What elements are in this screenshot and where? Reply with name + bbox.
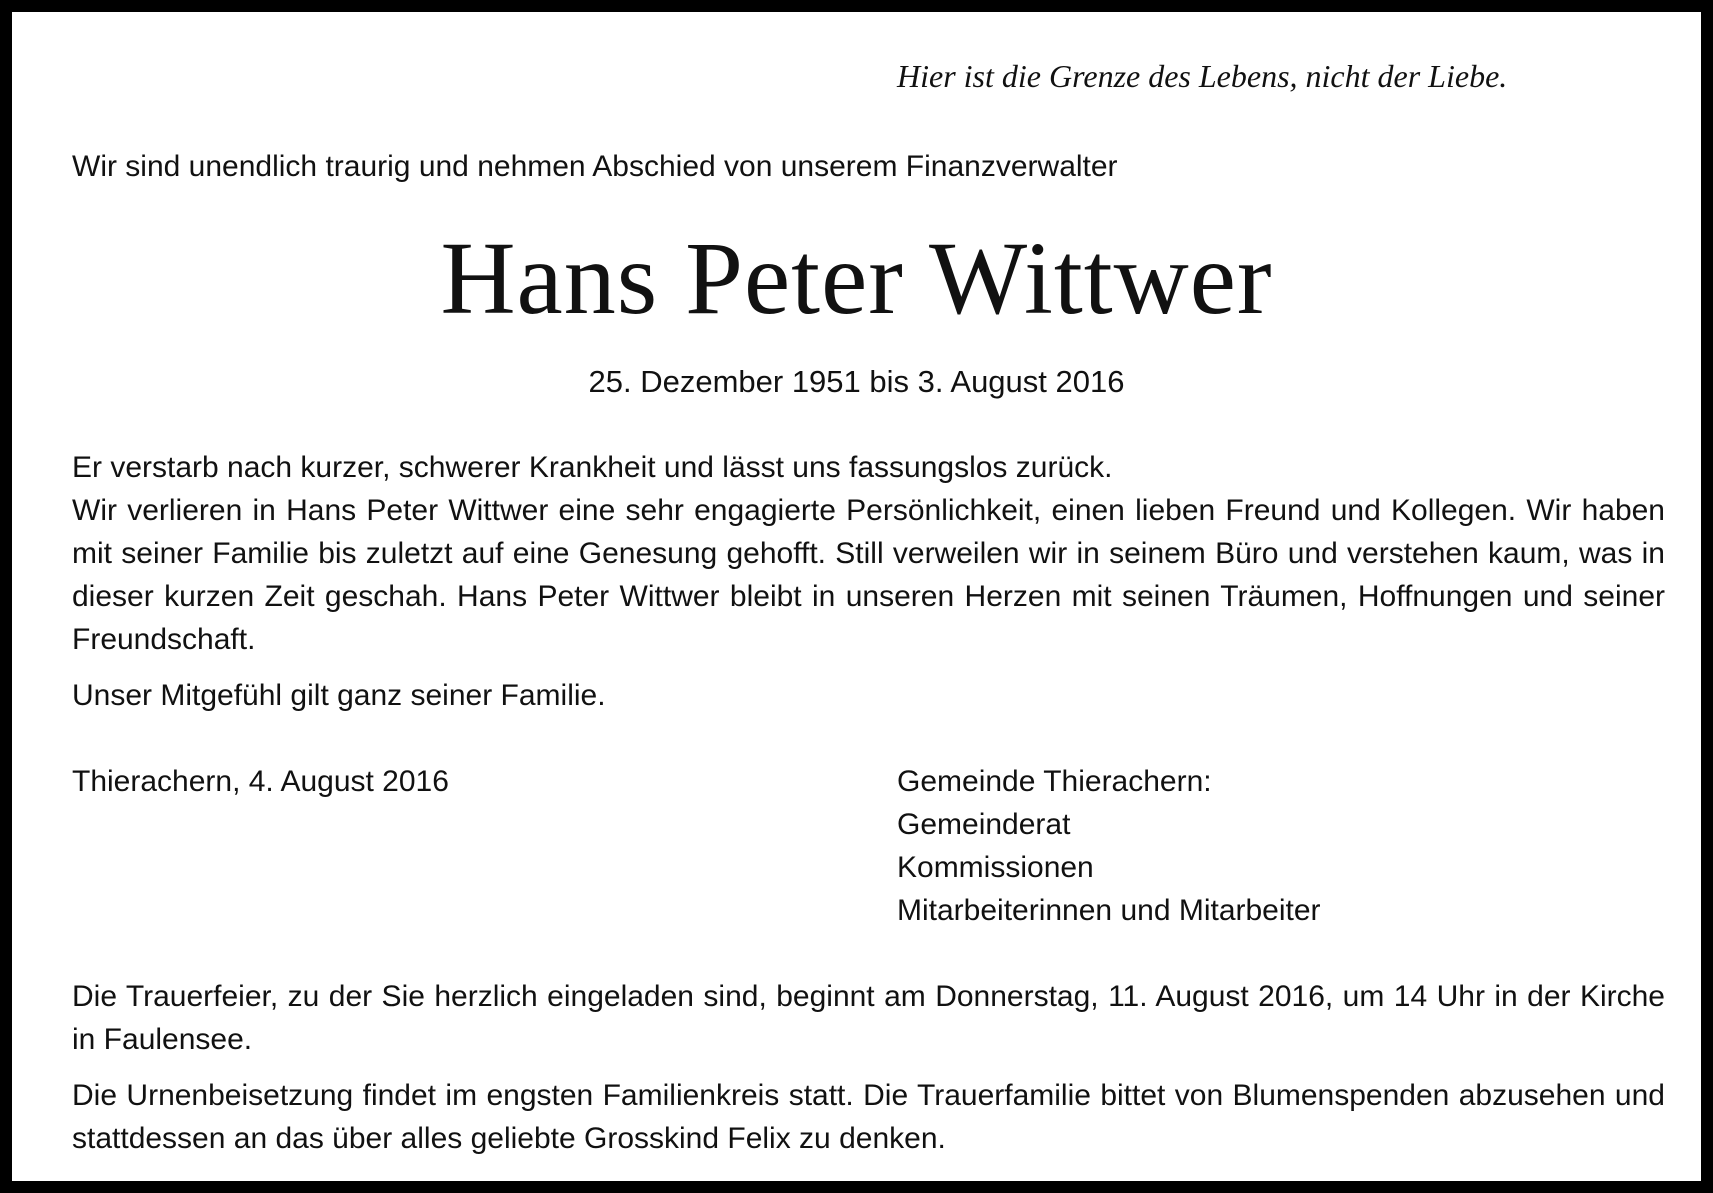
burial-paragraph bbox=[72, 1074, 1665, 1160]
burial-text: Die Urnenbeisetzung findet im engsten Familienkreis statt. Die Trauerfamilie bittet von Blumenspenden abzusehen und stattdessen an das über alles geliebte Grosskind Felix zu denken. bbox=[72, 1079, 1665, 1155]
main-paragraph-first-line: Er verstarb nach kurzer, schwerer Krankheit und lässt uns fassungslos zurück. bbox=[72, 451, 1113, 484]
signer-line: Mitarbeiterinnen und Mitarbeiter bbox=[897, 894, 1321, 927]
funeral-service-text: Die Trauerfeier, zu der Sie herzlich eingeladen sind, beginnt am Donnerstag, 11. August 2016, um 14 Uhr in der Kirche in Faulensee. bbox=[72, 980, 1665, 1056]
sympathy-line bbox=[72, 674, 1665, 717]
intro-line: Wir sind unendlich traurig und nehmen Abschied von unserem Finanzverwalter bbox=[72, 150, 1118, 183]
life-dates: 25. Dezember 1951 bis 3. August 2016 bbox=[588, 364, 1125, 399]
signers-list bbox=[897, 760, 1321, 932]
signer-line: Kommissionen bbox=[897, 851, 1094, 884]
motto-quote: Hier ist die Grenze des Lebens, nicht der Liebe. bbox=[897, 58, 1508, 94]
sympathy-text: Unser Mitgefühl gilt ganz seiner Familie. bbox=[72, 679, 606, 712]
deceased-name: Hans Peter Wittwer bbox=[440, 221, 1273, 336]
place-and-date: Thierachern, 4. August 2016 bbox=[72, 765, 449, 798]
main-paragraph-rest: Wir verlieren in Hans Peter Wittwer eine sehr engagierte Persönlichkeit, einen lieben Freund und Kollegen. Wir haben mit seiner Familie bis zuletzt auf eine Genesung gehofft. Still verweilen wir in seinem Büro und verstehen kaum, was in dieser kurzen Zeit geschah. Hans Peter Wittwer bleibt in unseren Herzen mit seinen Träumen, Hoffnungen und seiner Freundschaft. bbox=[72, 494, 1665, 656]
signer-line: Gemeinde Thierachern: bbox=[897, 765, 1212, 798]
main-paragraph bbox=[72, 446, 1665, 661]
funeral-service-paragraph bbox=[72, 975, 1665, 1061]
signer-line: Gemeinderat bbox=[897, 808, 1071, 841]
